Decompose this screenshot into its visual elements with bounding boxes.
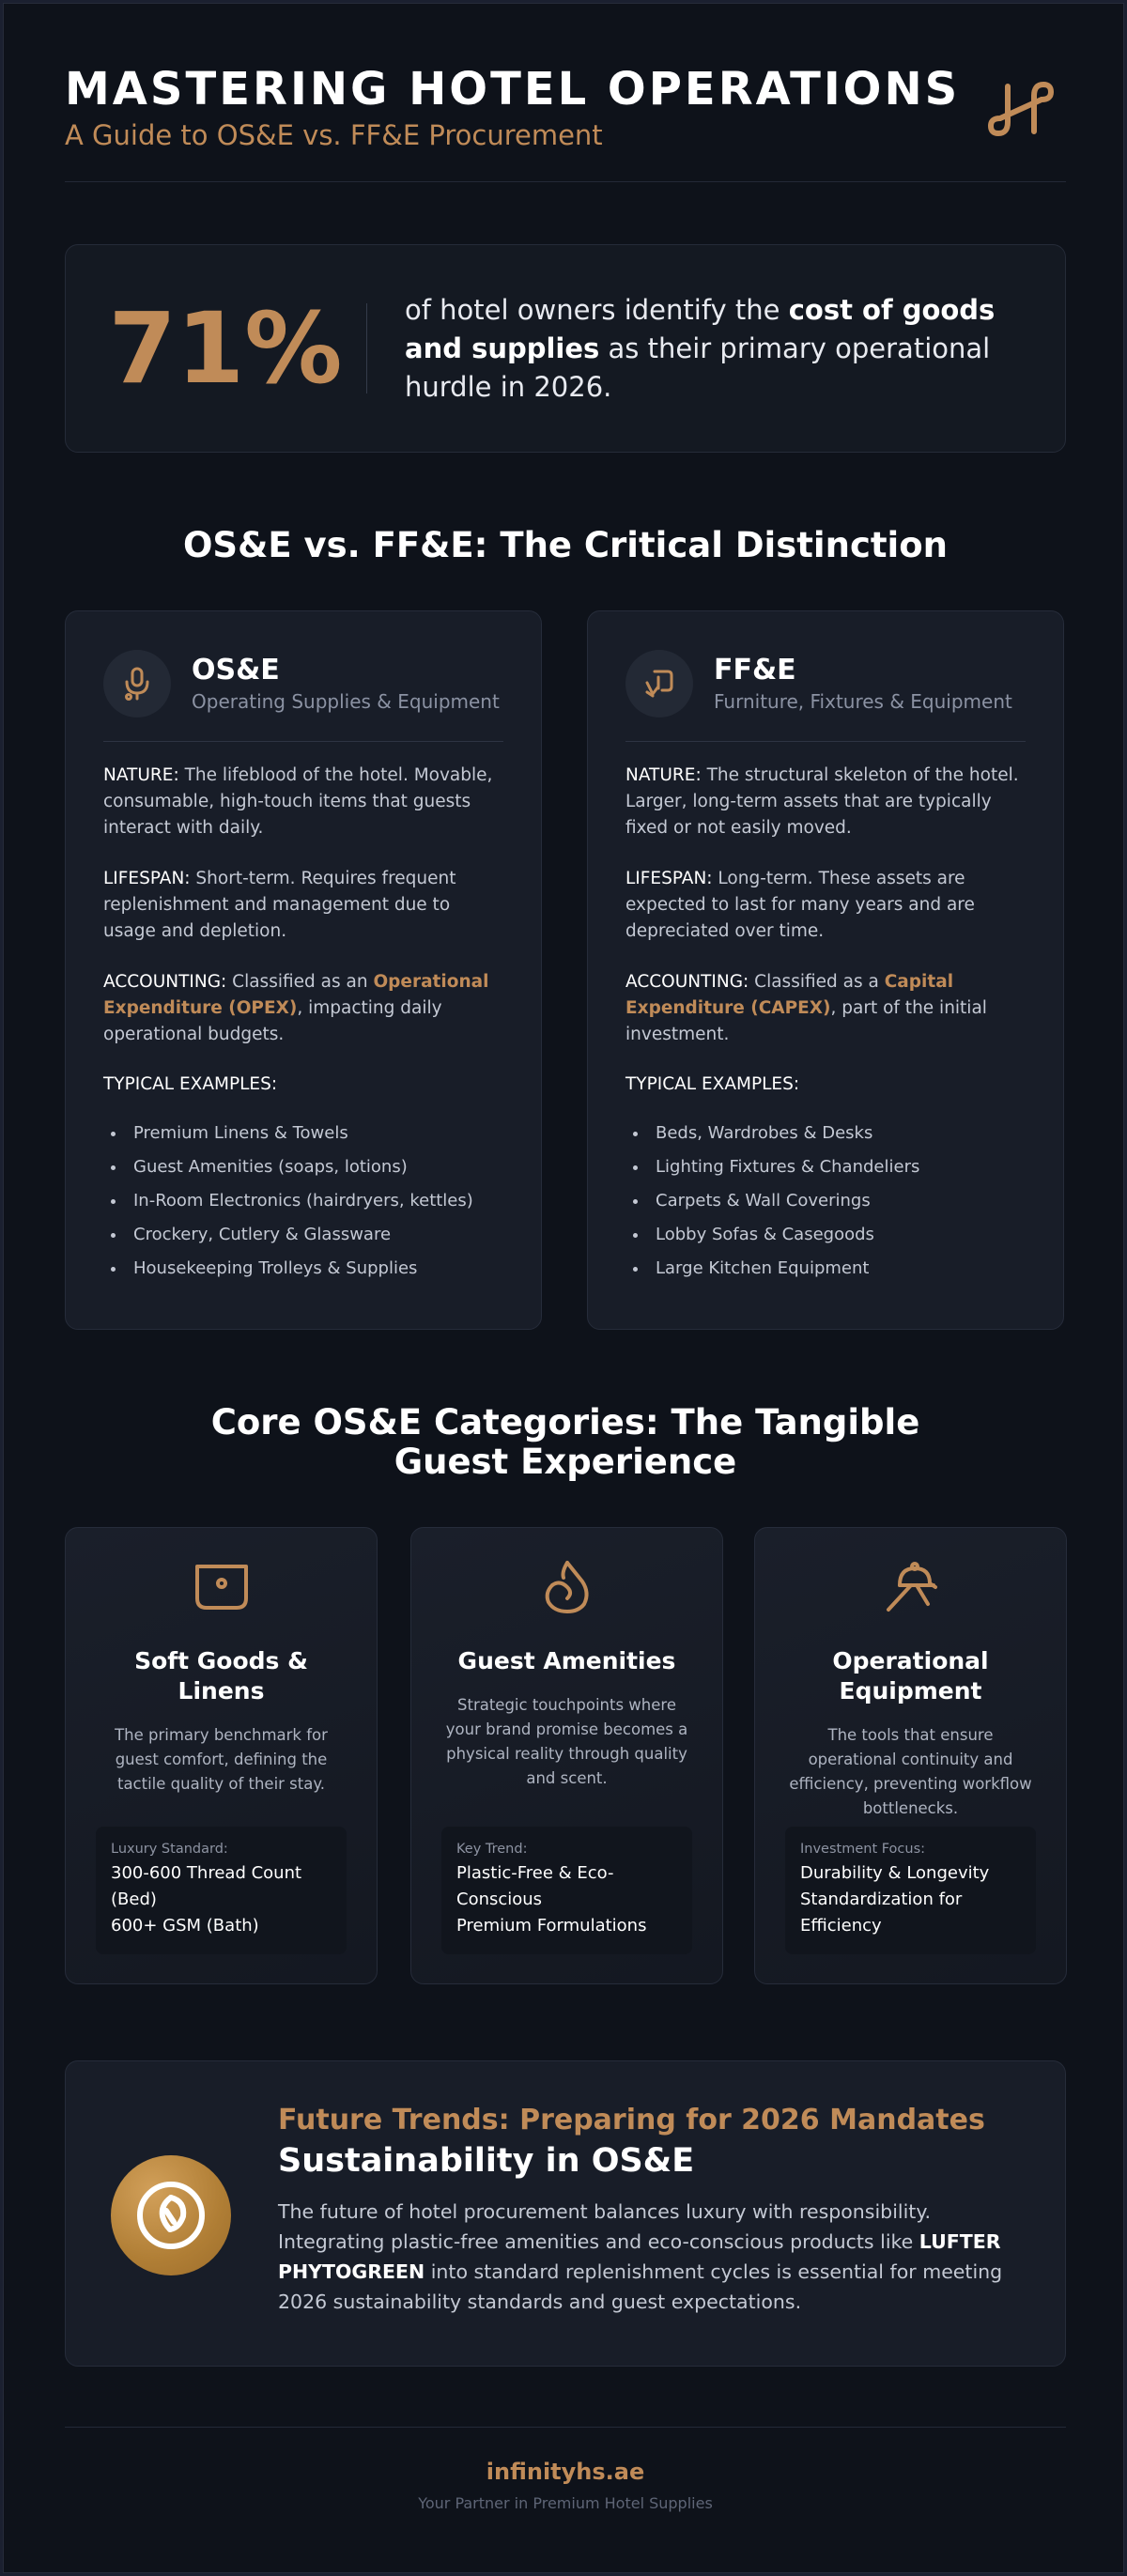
stat-text-bold: cost of goods and supplies	[405, 293, 996, 364]
ffe-lifespan-text: Long-term. These assets are expected to last for many years and are depreciated over time.	[625, 869, 975, 941]
ffe-nature	[625, 763, 1026, 841]
footer-brand-link[interactable]: infinityhs.ae	[486, 2459, 645, 2485]
ose-examples-title: TYPICAL EXAMPLES:	[103, 1074, 278, 1094]
ffe-accounting-post: , part of the initial investment.	[625, 998, 987, 1044]
category-box-line: 600+ GSM (Bath)	[111, 1916, 259, 1936]
ose-title: OS&E	[192, 654, 280, 686]
category-box-line: Plastic-Free & Eco-Conscious	[456, 1863, 614, 1909]
ose-accounting-pre: Classified as an	[226, 972, 374, 992]
header	[65, 62, 1066, 184]
stat-value: 71%	[108, 291, 343, 406]
footer-tagline: Your Partner in Premium Hotel Supplies	[418, 2494, 713, 2512]
stat-text-after: as their primary operational hurdle in 2026.	[405, 332, 991, 403]
stat-text-before: of hotel owners identify the	[405, 293, 789, 326]
category-box-line: 300-600 Thread Count (Bed)	[111, 1863, 302, 1909]
ffe-accounting-highlight: Capital Expenditure (CAPEX)	[625, 972, 954, 1018]
ose-divider	[103, 741, 503, 742]
arrows-exchange-icon	[625, 650, 693, 717]
ffe-card-header	[625, 649, 1026, 718]
list-item: Carpets & Wall Coverings	[625, 1184, 1026, 1218]
infinity-hs-logo-icon	[987, 75, 1055, 143]
ose-accounting-post: , impacting daily operational budgets.	[103, 998, 442, 1044]
ose-accounting	[103, 969, 503, 1048]
ose-accounting-label: ACCOUNTING:	[103, 972, 227, 992]
ose-lifespan-text: Short-term. Requires frequent replenishment and management due to usage and depletion.	[103, 869, 456, 941]
trend-card	[65, 2060, 1066, 2367]
category-box-line: Durability & Longevity	[800, 1863, 990, 1883]
ffe-accounting-pre: Classified as a	[749, 972, 885, 992]
ose-card	[65, 610, 542, 1330]
stat-divider	[366, 303, 367, 393]
stat-card	[65, 244, 1066, 453]
list-item: Lobby Sofas & Casegoods	[625, 1218, 1026, 1252]
category-highlight-box	[785, 1827, 1036, 1954]
list-item: Housekeeping Trolleys & Supplies	[103, 1252, 503, 1286]
categories-section-title: Core OS&E Categories: The Tangible Guest Experience	[210, 1402, 920, 1482]
ose-card-header	[103, 649, 503, 718]
ose-nature	[103, 763, 503, 841]
category-box-label: Key Trend:	[456, 1842, 528, 1857]
list-item: Large Kitchen Equipment	[625, 1252, 1026, 1286]
ffe-subtitle: Furniture, Fixtures & Equipment	[714, 690, 1012, 713]
category-box-label: Investment Focus:	[800, 1842, 926, 1857]
header-divider	[65, 181, 1066, 182]
list-item: Guest Amenities (soaps, lotions)	[103, 1150, 503, 1184]
category-title: Soft Goods & Linens	[134, 1647, 308, 1704]
category-card-linens	[65, 1527, 378, 1984]
ose-nature-text: The lifeblood of the hotel. Movable, consumable, high-touch items that guests interact with daily.	[103, 765, 493, 838]
page-title: MASTERING HOTEL OPERATIONS	[65, 63, 961, 116]
category-box-label: Luxury Standard:	[111, 1842, 228, 1857]
category-title: Guest Amenities	[457, 1647, 676, 1674]
list-item: Beds, Wardrobes & Desks	[625, 1117, 1026, 1150]
ose-nature-label: NATURE:	[103, 765, 179, 785]
trend-body-bold: LUFTER PHYTOGREEN	[278, 2230, 1001, 2283]
list-item: Lighting Fixtures & Chandeliers	[625, 1150, 1026, 1184]
droplet-icon	[441, 1556, 692, 1618]
list-item: Crockery, Cutlery & Glassware	[103, 1218, 503, 1252]
stat-description	[405, 291, 1043, 407]
list-item: Premium Linens & Towels	[103, 1117, 503, 1150]
list-item: In-Room Electronics (hairdryers, kettles)	[103, 1184, 503, 1218]
eco-leaf-badge-icon	[111, 2155, 231, 2275]
ffe-divider	[625, 741, 1026, 742]
ffe-accounting-label: ACCOUNTING:	[625, 972, 749, 992]
category-box-line: Standardization for Efficiency	[800, 1890, 963, 1936]
trend-body-post: into standard replenishment cycles is essential for meeting 2026 sustainability standards and guest expectations.	[278, 2260, 1003, 2313]
trend-text	[278, 2103, 1039, 2317]
distinction-section-title: OS&E vs. FF&E: The Critical Distinction	[182, 525, 949, 565]
category-highlight-box	[441, 1827, 692, 1954]
ose-subtitle: Operating Supplies & Equipment	[192, 690, 500, 713]
ffe-nature-label: NATURE:	[625, 765, 702, 785]
ffe-lifespan-label: LIFESPAN:	[625, 869, 713, 888]
category-highlight-box	[96, 1827, 347, 1954]
trend-body	[278, 2197, 1039, 2317]
ffe-examples-list	[625, 1117, 1026, 1286]
ffe-lifespan	[625, 866, 1026, 945]
ffe-accounting	[625, 969, 1026, 1048]
category-description: Strategic touchpoints where your brand promise becomes a physical reality through quality and scent.	[445, 1696, 688, 1787]
ose-examples-list	[103, 1117, 503, 1286]
cleaning-tool-icon	[785, 1556, 1036, 1618]
category-description: The tools that ensure operational continuity and efficiency, preventing workflow bottlenecks.	[789, 1726, 1032, 1817]
page-subtitle: A Guide to OS&E vs. FF&E Procurement	[65, 119, 603, 151]
ose-lifespan	[103, 866, 503, 945]
category-card-amenities	[410, 1527, 723, 1984]
ose-lifespan-label: LIFESPAN:	[103, 869, 191, 888]
category-box-line: Premium Formulations	[456, 1916, 647, 1936]
category-card-equipment	[754, 1527, 1067, 1984]
ffe-nature-text: The structural skeleton of the hotel. Larger, long-term assets that are typically fixed or not easily moved.	[625, 765, 1019, 838]
trend-body-pre: The future of hotel procurement balances luxury with responsibility. Integrating plastic-free amenities and eco-conscious products like	[278, 2200, 932, 2253]
linen-box-icon	[96, 1556, 347, 1618]
ose-accounting-highlight: Operational Expenditure (OPEX)	[103, 972, 489, 1018]
footer-divider	[65, 2427, 1066, 2428]
ffe-card	[587, 610, 1064, 1330]
category-description: The primary benchmark for guest comfort, defining the tactile quality of their stay.	[115, 1726, 328, 1793]
ffe-examples-title: TYPICAL EXAMPLES:	[625, 1074, 800, 1094]
infographic-page	[3, 3, 1124, 2573]
ffe-title: FF&E	[714, 654, 796, 686]
microphone-icon	[103, 650, 171, 717]
trend-title: Sustainability in OS&E	[278, 2142, 695, 2180]
trend-kicker: Future Trends: Preparing for 2026 Mandates	[278, 2104, 985, 2136]
category-title: Operational Equipment	[832, 1647, 989, 1704]
